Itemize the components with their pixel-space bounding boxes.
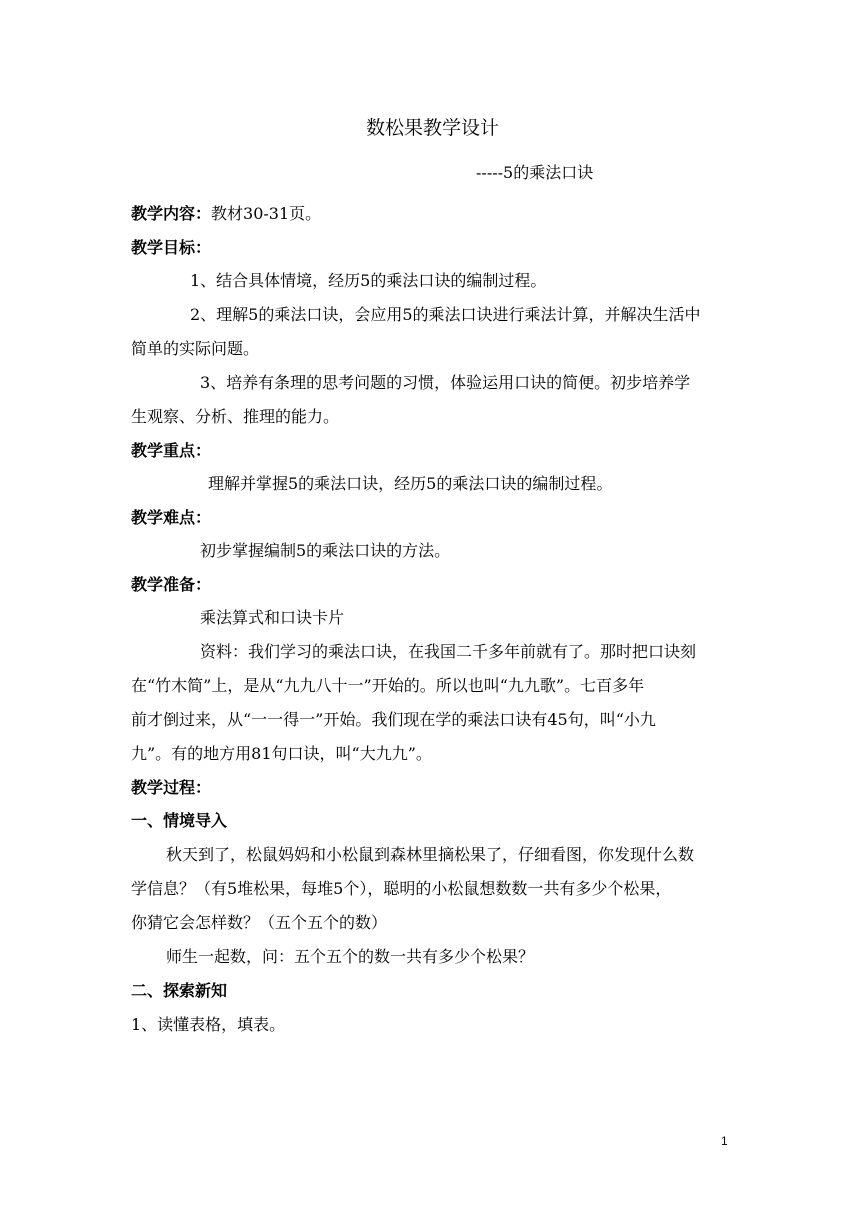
key-points-heading: 教学重点： xyxy=(131,441,212,460)
section-1-line-2: 学信息？（有5堆松果，每堆5个），聪明的小松鼠想数数一共有多少个松果， xyxy=(131,879,672,898)
section-1-heading: 一、情境导入 xyxy=(131,811,228,830)
teaching-content xyxy=(131,203,321,225)
difficulties-text: 初步掌握编制5的乘法口诀的方法。 xyxy=(200,541,451,560)
material-line-2: 在“竹木简”上，是从“九九八十一”开始的。所以也叫“九九歌”。七百多年 xyxy=(131,676,645,695)
section-2-heading: 二、探索新知 xyxy=(131,981,228,1000)
page-number: 1 xyxy=(721,1134,728,1148)
key-points-text: 理解并掌握5的乘法口诀，经历5的乘法口诀的编制过程。 xyxy=(208,474,613,493)
section-1-line-1: 秋天到了，松鼠妈妈和小松鼠到森林里摘松果了，仔细看图，你发现什么数 xyxy=(166,845,695,864)
material-line-4: 九”。有的地方用81句口诀，叫“大九九”。 xyxy=(131,744,432,763)
goal-item-2-line-1: 2、理解5的乘法口诀，会应用5的乘法口诀进行乘法计算，并解决生活中 xyxy=(190,305,701,324)
section-1-line-3: 你猜它会怎样数？（五个五个的数） xyxy=(131,913,388,932)
preparation-item-1: 乘法算式和口诀卡片 xyxy=(200,608,345,627)
document-title: 数松果教学设计 xyxy=(366,117,500,139)
preparation-heading: 教学准备： xyxy=(131,575,212,594)
section-1-line-4: 师生一起数，问：五个五个的数一共有多少个松果？ xyxy=(166,947,535,966)
material-line-1: 资料：我们学习的乘法口诀，在我国二千多年前就有了。那时把口诀刻 xyxy=(200,642,697,661)
material-line-3: 前才倒过来，从“一一得一”开始。我们现在学的乘法口诀有45句，叫“小九 xyxy=(131,710,656,729)
difficulties-heading: 教学难点： xyxy=(131,508,212,527)
goal-item-1: 1、结合具体情境，经历5的乘法口诀的编制过程。 xyxy=(190,271,547,290)
process-heading: 教学过程： xyxy=(131,778,212,797)
goal-item-2-line-2: 简单的实际问题。 xyxy=(131,339,260,358)
section-2-item-1: 1、读懂表格，填表。 xyxy=(131,1015,286,1034)
teaching-content-text: 教材30-31页。 xyxy=(211,204,322,223)
teaching-goals-heading: 教学目标： xyxy=(131,238,212,257)
goal-item-3-line-2: 生观察、分析、推理的能力。 xyxy=(131,407,340,426)
document-subtitle: -----5的乘法口诀 xyxy=(476,163,594,182)
goal-item-3-line-1: 3、培养有条理的思考问题的习惯，体验运用口诀的简便。初步培养学 xyxy=(200,373,691,392)
teaching-content-label: 教学内容： xyxy=(131,204,212,223)
